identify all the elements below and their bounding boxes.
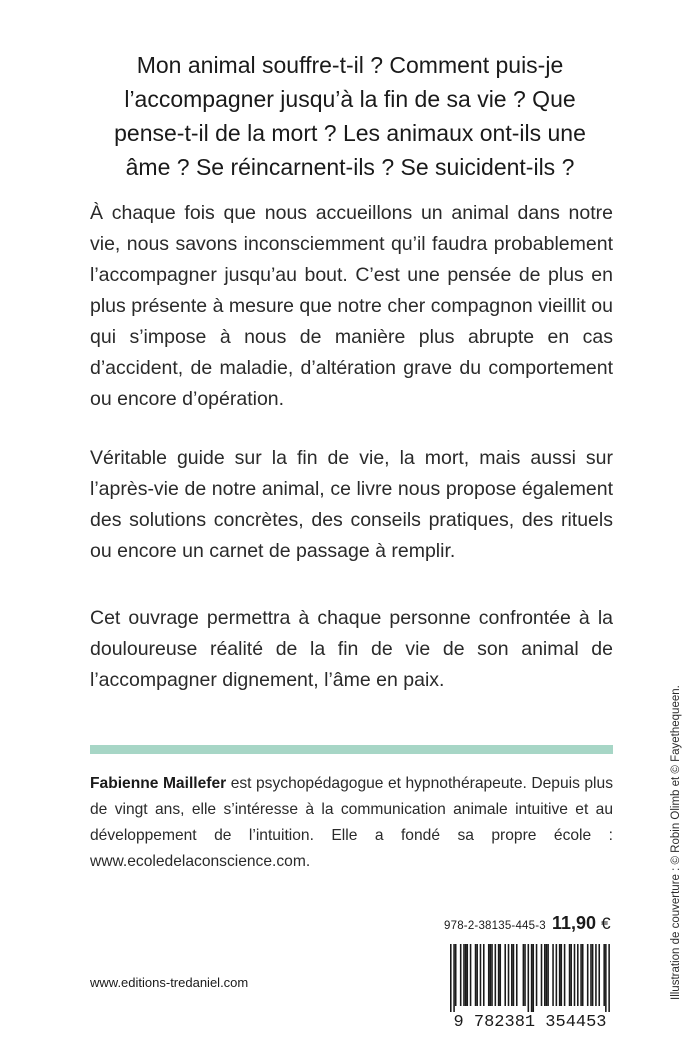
barcode-bar: [483, 944, 485, 1006]
barcode-bar: [605, 944, 607, 1012]
divider-bar: [90, 745, 613, 754]
barcode-bar: [603, 944, 605, 1006]
barcode-bar: [465, 944, 467, 1006]
barcode-bar: [564, 944, 566, 1006]
barcode-graphic: [440, 940, 620, 1030]
barcode-bar: [577, 944, 579, 1006]
barcode-bar: [498, 944, 500, 1006]
barcode-bar: [466, 944, 468, 1006]
barcode-bar: [595, 944, 597, 1006]
cover-credit: Illustration de couverture : © Robin Olimb et © Fayethequeen.: [670, 685, 682, 1000]
barcode-bar: [587, 944, 589, 1006]
barcode-bar: [495, 944, 497, 1006]
author-bio-text: est psychopédagogue et hypnothérapeute. Depuis plus de vingt ans, elle s’intéresse à la communication animale intuitive et au développement de l’intuition. Elle a fondé sa propre école : www.ecoledelaconscience.com.: [90, 775, 613, 870]
paragraph-conclusion: Cet ouvrage permettra à chaque personne confrontée à la douloureuse réalité de la fin de vie de son animal de l’accompagner dignement, l’âme en paix.: [90, 607, 613, 691]
barcode-bars: [450, 944, 610, 1012]
price-value: 11,90: [552, 913, 597, 933]
author-bio: [90, 771, 613, 875]
barcode-bar: [455, 944, 457, 1006]
barcode-bar: [570, 944, 572, 1006]
barcode-bar: [476, 944, 478, 1006]
barcode-bar: [463, 944, 465, 1006]
barcode-bar: [608, 944, 610, 1012]
barcode-bar: [556, 944, 558, 1006]
barcode-bar: [470, 944, 472, 1006]
barcode-bar: [569, 944, 571, 1006]
barcode-bar: [490, 944, 492, 1006]
barcode-bar: [524, 944, 526, 1006]
barcode-bar: [547, 944, 549, 1006]
barcode-bar: [546, 944, 548, 1006]
barcode-bar: [561, 944, 563, 1006]
publisher-website: www.editions-tredaniel.com: [90, 975, 249, 990]
barcode-bar: [559, 944, 561, 1006]
barcode-bar: [592, 944, 594, 1006]
barcode-bar: [475, 944, 477, 1006]
barcode-bar: [580, 944, 582, 1006]
barcode-bar: [531, 944, 533, 1012]
barcode-bar: [513, 944, 515, 1006]
paragraph-intro: À chaque fois que nous accueillons un animal dans notre vie, nous savons inconsciemment qu’il faudra probablement l’accompagner jusqu’au bout. C’est une pensée de plus en plus présente à mesure que notre cher compagnon vieillit ou qui s’impose à nous de manière plus abrupte en cas d’accident, de maladie, d’altération grave du comportement ou encore d’opération.: [90, 202, 613, 410]
barcode: [440, 940, 620, 1030]
barcode-bar: [532, 944, 534, 1012]
barcode-bar: [491, 944, 493, 1006]
barcode-bar: [511, 944, 513, 1006]
barcode-bar: [590, 944, 592, 1006]
barcode-bar: [536, 944, 538, 1006]
barcode-bar: [480, 944, 482, 1006]
barcode-bar: [552, 944, 554, 1006]
barcode-bar: [523, 944, 525, 1006]
barcode-bar: [450, 944, 452, 1012]
barcode-bar: [582, 944, 584, 1006]
barcode-digits: 9 782381 354453: [453, 1013, 607, 1030]
currency-symbol: €: [601, 914, 611, 933]
barcode-bar: [488, 944, 490, 1006]
barcode-bar: [453, 944, 455, 1012]
price-label: [552, 913, 611, 934]
barcode-bar: [544, 944, 546, 1006]
barcode-bar: [504, 944, 506, 1006]
paragraph-guide: Véritable guide sur la fin de vie, la mort, mais aussi sur l’après-vie de notre animal, ce livre nous propose également des solutions concrètes, des conseils pratiques, des rituels ou encore un carnet de passage à remplir.: [90, 447, 613, 562]
barcode-bar: [598, 944, 600, 1006]
author-name: Fabienne Maillefer: [90, 775, 227, 792]
barcode-bar: [541, 944, 543, 1006]
barcode-bar: [508, 944, 510, 1006]
headline-questions: Mon animal souffre-t-il ? Comment puis-je l’accompagner jusqu’à la fin de sa vie ? Que pense-t-il de la mort ? Les animaux ont-ils une âme ? Se réincarnent-ils ? Se suicident-ils ?: [114, 52, 586, 180]
barcode-bar: [516, 944, 518, 1006]
barcode-bar: [574, 944, 576, 1006]
barcode-bar: [499, 944, 501, 1006]
barcode-bar: [528, 944, 530, 1012]
isbn-number: 978-2-38135-445-3: [444, 920, 546, 932]
barcode-bar: [460, 944, 462, 1006]
